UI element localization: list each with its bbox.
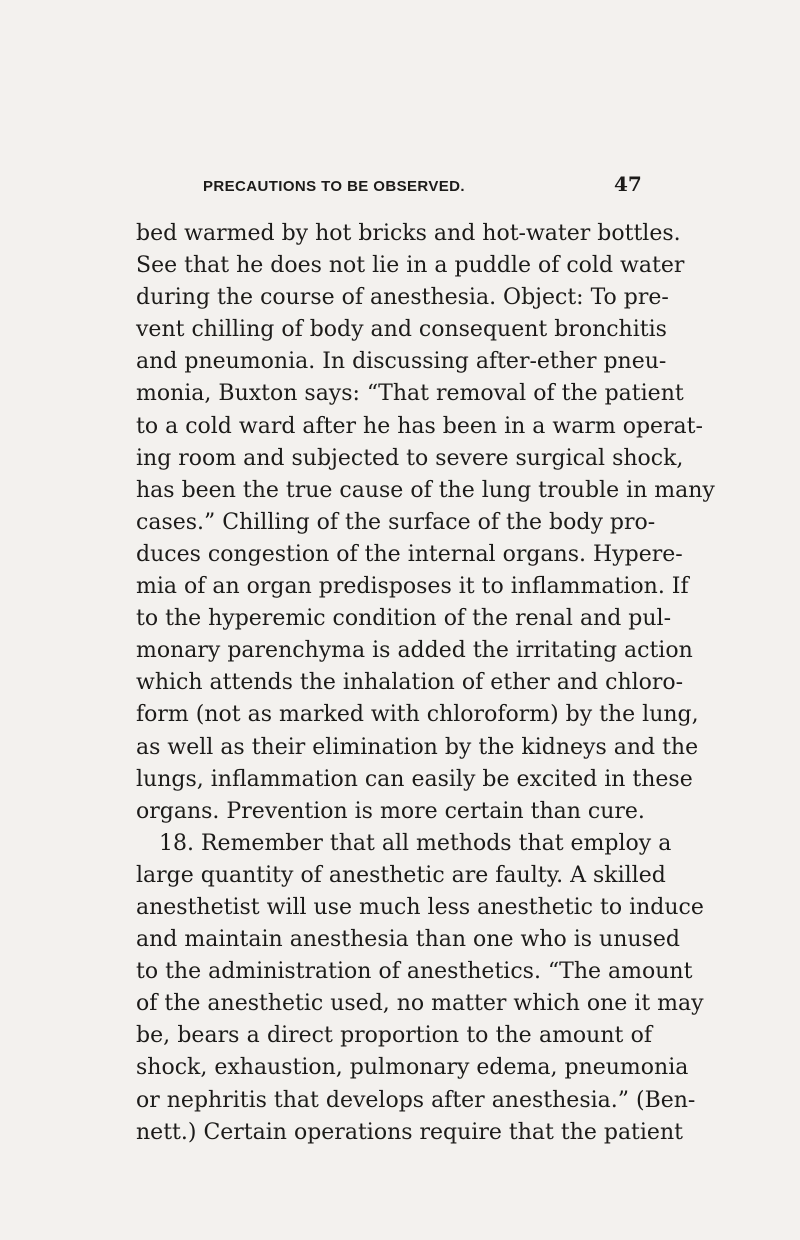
text-line: bed warmed by hot bricks and hot-water bottles.	[136, 221, 681, 246]
text-line: during the course of anesthesia. Object: To pre-	[136, 285, 669, 311]
body-text	[136, 218, 715, 1149]
text-line: 18. Remember that all methods that employ a	[159, 830, 672, 856]
text-line: monary parenchyma is added the irritating action	[136, 638, 693, 664]
text-line: ing room and subjected to severe surgical shock,	[136, 445, 684, 471]
text-line: be, bears a direct proportion to the amount of	[136, 1023, 652, 1049]
text-line: to the hyperemic condition of the renal and pul-	[136, 606, 672, 632]
text-line: vent chilling of body and consequent bronchitis	[136, 317, 667, 343]
text-line: mia of an organ predisposes it to inflammation. If	[136, 574, 689, 600]
text-line: monia, Buxton says: “That removal of the patient	[136, 381, 684, 407]
text-line: large quantity of anesthetic are faulty. A skilled	[136, 862, 666, 888]
text-line: nett.) Certain operations require that the patient	[136, 1119, 683, 1145]
page-number: 47	[614, 172, 642, 196]
text-line: and maintain anesthesia than one who is unused	[136, 927, 680, 953]
text-line: lungs, inflammation can easily be excited in these	[136, 766, 693, 792]
text-line: cases.” Chilling of the surface of the body pro-	[136, 509, 656, 535]
text-line: to the administration of anesthetics. “The amount	[136, 959, 693, 985]
text-line: and pneumonia. In discussing after-ether pneu-	[136, 349, 667, 375]
text-line: See that he does not lie in a puddle of cold water	[136, 253, 685, 279]
text-line: organs. Prevention is more certain than cure.	[136, 798, 645, 824]
text-line: duces congestion of the internal organs. Hypere-	[136, 541, 683, 567]
text-line: which attends the inhalation of ether and chloro-	[136, 670, 684, 696]
running-header	[0, 172, 800, 202]
text-line: anesthetist will use much less anesthetic to induce	[136, 894, 704, 920]
text-line: to a cold ward after he has been in a warm operat-	[136, 413, 703, 439]
running-title: PRECAUTIONS TO BE OBSERVED.	[203, 178, 465, 195]
text-line: as well as their elimination by the kidneys and the	[136, 734, 699, 760]
text-line: of the anesthetic used, no matter which one it may	[136, 991, 704, 1017]
text-line: shock, exhaustion, pulmonary edema, pneumonia	[136, 1055, 689, 1081]
text-line: or nephritis that develops after anesthesia.” (Ben-	[136, 1087, 696, 1113]
text-line: has been the true cause of the lung trouble in many	[136, 477, 715, 503]
text-line: form (not as marked with chloroform) by the lung,	[136, 702, 699, 728]
